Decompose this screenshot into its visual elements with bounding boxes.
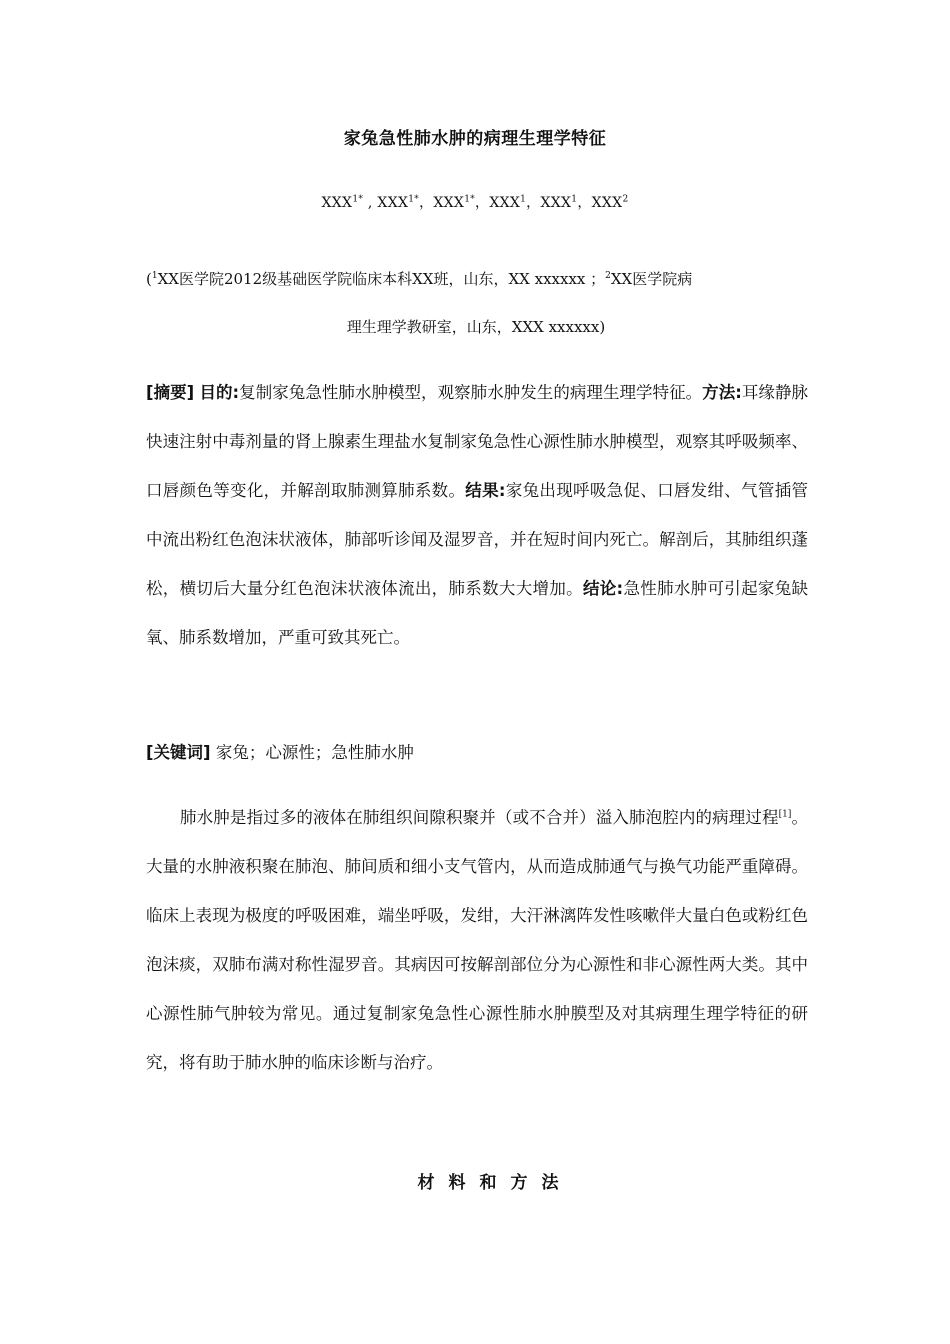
objective-text: 复制家兔急性肺水肿模型，观察肺水肿发生的病理生理学特征。 (239, 383, 703, 402)
method-text: 耳缘静脉快速注射中毒剂量的肾上腺素生理盐水复制家兔急性心源性肺水肿模型，观察其呼吸频率、口唇颜色等变化，并解剖取肺测算肺系数。 (146, 383, 808, 500)
keywords-label: [关键词] (146, 743, 211, 762)
author-list (0, 192, 950, 212)
affiliation-line-2: 理生理学教研室，山东，XXX xxxxxx) (346, 318, 606, 336)
abstract (146, 368, 808, 662)
keywords-text: 家兔；心源性；急性肺水肿 (215, 743, 414, 762)
keywords (146, 728, 808, 777)
affiliations: ($^1$XX医学院2012级基础医学院临床本科XX班，山东，XX xxxxxx ；$^2$XX医学院病 理生理学教研室，山东，XXX xxxxxx) (146, 255, 806, 351)
author: XXX$^1$， (540, 194, 592, 211)
abstract-label: [摘要] (146, 383, 195, 402)
paper-title: 家兔急性肺水肿的病理生理学特征 (343, 129, 607, 149)
citation-ref[interactable]: [1] (778, 809, 792, 820)
author: XXX$^2$ (591, 194, 629, 211)
intro-paragraph: 肺水肿是指过多的液体在肺组织间隙积聚并（或不合并）溢入肺泡腔内的病理过程[1]。大量的水肿液积聚在肺泡、肺间质和细小支气管内，从而造成肺通气与换气功能严重障碍。临床上表现为极度的呼吸困难，端坐呼吸，发绀，大汗淋漓阵发性咳嗽伴大量白色或粉红色泡沫痰，双肺布满对称性湿罗音。其病因可按解剖部位分为心源性和非心源性两大类。其中心源性肺气肿较为常见。通过复制家兔急性心源性肺水肿膜型及对其病理生理学特征的研究，将有助于肺水肿的临床诊断与治疗。 (146, 808, 809, 1072)
conclusion-label: 结论: (582, 579, 624, 598)
section-heading: 材料和方法 (417, 1173, 573, 1193)
conclusion-text: 急性肺水肿可引起家兔缺氧、肺系数增加，严重可致其死亡。 (146, 579, 809, 647)
author: $XXX^{1*}$， (433, 194, 490, 211)
result-text: 家兔出现呼吸急促、口唇发绀、气管插管中流出粉红色泡沫状液体，肺部听诊闻及湿罗音，并在短时间内死亡。解剖后，其肺组织蓬松，横切后大量分红色泡沫状液体流出，肺系数大大增加。 (146, 481, 809, 598)
author: $XXX^{1*}$ , (321, 194, 378, 211)
objective-label: 目的: (199, 383, 240, 402)
result-label: 结果: (465, 481, 506, 500)
method-label: 方法: (702, 383, 742, 402)
author: XXX$^1$， (489, 194, 541, 211)
author: $XXX^{1*}$， (377, 194, 434, 211)
